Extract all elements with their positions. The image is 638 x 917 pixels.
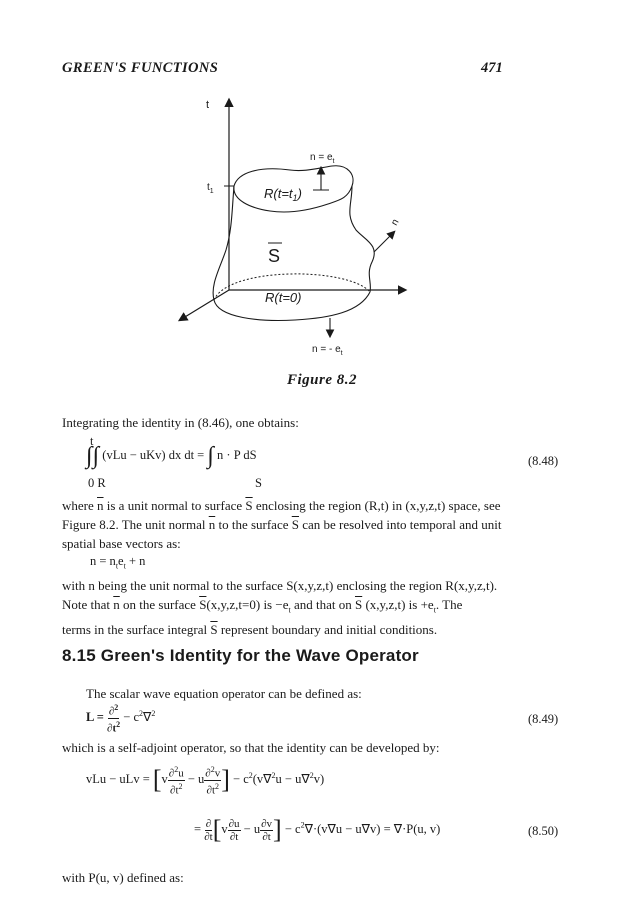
eq-8-48-number: (8.48) [528, 454, 559, 468]
paragraph-with-p: with P(u, v) defined as: [62, 870, 184, 885]
running-header-title: GREEN'S FUNCTIONS [62, 60, 219, 76]
paragraph-self-adjoint: which is a self-adjoint operator, so that the identity can be developed by: [62, 740, 440, 755]
equation-8-50-line-2: = $\frac{\partial}{\partial t}$ [v $\frac{\partial u}{\partial t}$ − u $\frac{\partial v}{\partial t}$ ] − $c^2\nabla\cdot(v\nabla u - u\nabla v) = \nabla\cdot P(u$, v) [194, 815, 441, 844]
eq-8-48-upper-limit: t [90, 434, 94, 448]
paragraph-unit-normal: where $\overline{n}$ is a unit normal to surface $\overline{S}$ enclosing the region (R,t) in (x,y,z,t) space, see Figure 8.2. The unit normal $\overline{n}$ to the surface $\overline{S}$ can be resolved into temporal and unit spatial base vectors as: [62, 498, 502, 551]
equation-8-48: ∫∫ (vLu − uKv) dx dt = ∫ n · P dS [86, 443, 257, 469]
t1-tick-label: $t_1$ [207, 182, 214, 195]
eq-8-48-surface-sub: S [255, 476, 262, 490]
paragraph-note-that: with n being the unit normal to the surface S(x,y,z,t) enclosing the region R(x,y,z,t). Note that $\overline{n}$ on the surface $\overline{S}(x,y,z,t=0)$ is $-e_t$ and that on $\overline{S}$ (x,y,z,t) is $+e_t$. The terms in the surface integral $\overline{S}$ represent boundary and initial conditions. [62, 578, 498, 637]
paragraph-scalar-wave: The scalar wave equation operator can be defined as: [86, 686, 362, 701]
normal-bottom-label: n = - $e_t$ [312, 344, 343, 357]
region-bottom-label: R(t=0) [265, 290, 302, 305]
surface-left-wall [213, 186, 234, 300]
equation-normal-decomposition: $n = n_te_t + n$ [90, 554, 146, 571]
y-axis [180, 290, 229, 320]
t-axis-label: t [206, 99, 210, 111]
equation-8-49: L = $\frac{\partial^2}{\partial t^2}$ − $c^2\nabla^2$ [86, 703, 156, 735]
surface-label: S [268, 246, 281, 266]
paragraph-integrating: Integrating the identity in (8.46), one obtains: [62, 415, 299, 430]
region-top-label: $R(t=t_1)$ [264, 186, 302, 203]
section-heading: 8.15 Green's Identity for the Wave Operator [62, 646, 419, 665]
eq-8-49-number: (8.49) [528, 712, 559, 726]
figure-8-2-diagram [0, 0, 638, 370]
surface-right-wall [350, 186, 374, 292]
equation-8-50-line-1: vLu − uLv = [v $\frac{\partial^2u}{\partial t^2}$ − u $\frac{\partial^2v}{\partial t^2}$ ] − $c^2(v\nabla^2u - u\nabla^2v)$ [86, 765, 325, 797]
normal-top-label: $n = e_t$ [310, 152, 335, 165]
eq-8-48-lower-limits: 0 R [88, 476, 106, 490]
region-top-outline [234, 166, 353, 212]
figure-caption: Figure 8.2 [287, 372, 358, 388]
eq-8-50-number: (8.50) [528, 824, 559, 838]
normal-side-label: n [389, 217, 402, 228]
page-number: 471 [481, 60, 503, 76]
normal-side-arrow [374, 232, 394, 252]
